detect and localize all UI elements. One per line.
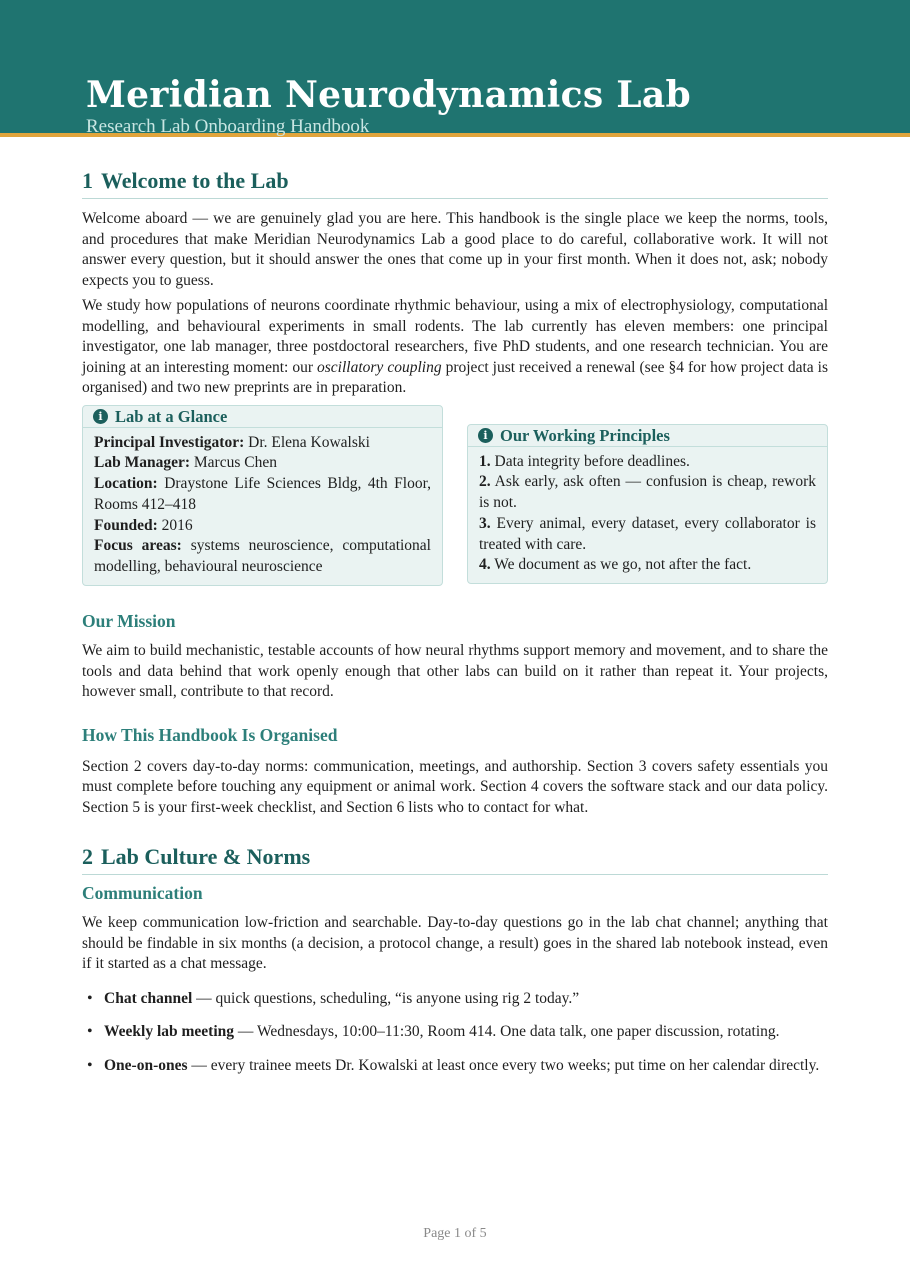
list-item: • Chat channel — quick questions, scheduling, “is anyone using rig 2 today.” [82, 989, 828, 1010]
box-title: i Lab at a Glance [83, 406, 442, 428]
list-item: • Weekly lab meeting — Wednesdays, 10:00–11:30, Room 414. One data talk, one paper discussion, rotating. [82, 1022, 828, 1043]
principle-item: 1. Data integrity before deadlines. [479, 452, 690, 470]
section-heading-welcome [82, 166, 828, 199]
organised-heading: How This Handbook Is Organised [82, 724, 338, 745]
handbook-subtitle: Research Lab Onboarding Handbook [86, 116, 370, 137]
mission-paragraph: We aim to build mechanistic, testable accounts of how neural rhythms support memory and movement, and to share the tools and data behind that work openly enough that other labs can build on it rather than repeat it. Your projects, however small, contribute to that record. [82, 642, 828, 701]
communication-heading: Communication [82, 883, 203, 904]
info-icon: i [93, 409, 108, 424]
glance-row: Location: Draystone Life Sciences Bldg, 4th Floor, Rooms 412–418 [94, 475, 432, 513]
lab-title: Meridian Neurodynamics Lab [86, 74, 691, 116]
glance-row: Lab Manager: Marcus Chen [94, 454, 277, 472]
glance-row: Principal Investigator: Dr. Elena Kowalski [94, 433, 370, 451]
mission-heading: Our Mission [82, 611, 176, 632]
principles-list [468, 447, 827, 584]
working-principles-box [467, 424, 828, 585]
glance-row: Founded: 2016 [94, 516, 193, 534]
research-paragraph: We study how populations of neurons coordinate rhythmic behaviour, using a mix of electrophysiology, computational modelling, and behavioural experiments in small rodents. The lab currently has eleven members: one principal investigator, one lab manager, three postdoctoral researchers, five PhD students, and one research technician. You are joining at an interesting moment: our oscillatory coupling project just received a renewal (see §4 for how project data is organised) and two new preprints are in preparation. [82, 297, 828, 396]
section-title: Welcome to the Lab [101, 168, 289, 193]
list-item: • One-on-ones — every trainee meets Dr. Kowalski at least once every two weeks; put time on her calendar directly. [82, 1056, 828, 1077]
page-number: Page 1 of 5 [423, 1226, 487, 1241]
glance-row: Focus areas: systems neuroscience, computational modelling, behavioural neuroscience [94, 537, 431, 576]
principle-item: 2. Ask early, ask often — confusion is cheap, rework is not. [479, 473, 816, 512]
principle-item: 4. We document as we go, not after the fact. [479, 556, 752, 574]
organised-paragraph: Section 2 covers day-to-day norms: communication, meetings, and authorship. Section 3 covers safety essentials you must complete before touching any equipment or animal work. Section 4 covers the software stack and our data policy. Section 5 is your first-week checklist, and Section 6 lists who to contact for what. [82, 757, 828, 816]
page-content [82, 166, 828, 1089]
lab-at-a-glance-box [82, 405, 443, 587]
info-icon: i [478, 428, 493, 443]
section-heading-culture [82, 842, 828, 875]
info-boxes [82, 405, 828, 587]
welcome-paragraph: Welcome aboard — we are genuinely glad you are here. This handbook is the single place we keep the norms, tools, and procedures that make Meridian Neurodynamics Lab a good place to do careful, collaborative work. It will not answer every question, but it should answer the ones that come up in your first month. When it does not, ask; nobody expects you to guess. [82, 210, 828, 289]
principle-item: 3. Every animal, every dataset, every collaborator is treated with care. [479, 514, 816, 553]
box-title: i Our Working Principles [468, 425, 827, 447]
section-title: Lab Culture & Norms [101, 844, 311, 870]
project-name: oscillatory coupling [317, 358, 442, 376]
page-header [0, 0, 910, 137]
communication-list [82, 989, 828, 1077]
section-number: 1 [82, 168, 93, 193]
communication-paragraph: We keep communication low-friction and searchable. Day-to-day questions go in the lab chat channel; anything that should be findable in six months (a decision, a protocol change, a result) goes in the shared lab notebook instead, even if it started as a chat message. [82, 914, 828, 973]
glance-list [83, 428, 442, 586]
section-number: 2 [82, 844, 93, 870]
